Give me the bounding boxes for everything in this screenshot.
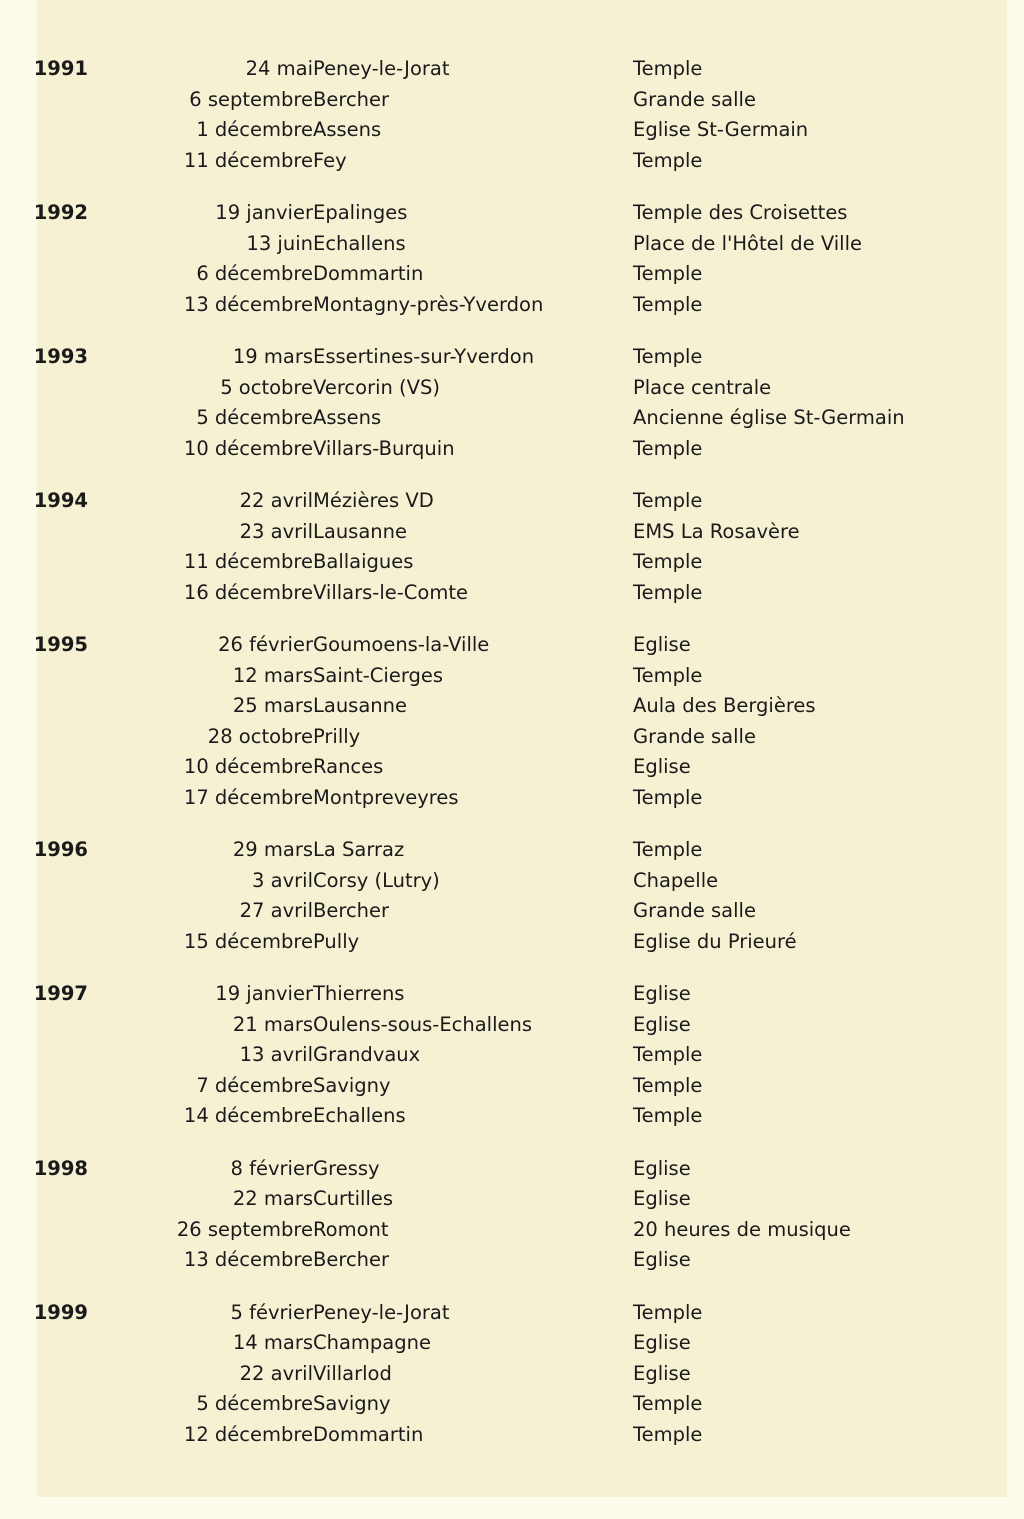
table-row [0,403,1024,434]
concert-date: 17 décembre [183,785,313,809]
concert-date: 5 décembre [196,1392,313,1415]
concert-venue: Temple [633,1422,703,1446]
year-group [0,1298,1024,1451]
concert-date: 13 juin [246,231,313,255]
concert-date: 24 mai [245,57,313,80]
year-group [0,486,1024,608]
table-row [0,630,1024,661]
concert-venue: EMS La Rosavère [633,519,800,543]
concert-date: 5 décembre [196,406,313,429]
year-group [0,835,1024,957]
year-group [0,630,1024,813]
concert-venue: Aula des Bergières [633,694,816,717]
concert-date: 21 mars [232,1012,313,1036]
concert-venue: Temple [633,663,703,687]
concert-venue: Temple [633,436,703,460]
table-row [0,783,1024,814]
concert-date: 22 mars [232,1187,313,1210]
concert-venue: Grande salle [633,724,756,748]
concert-venue: Eglise [633,1248,691,1271]
concert-place: Ballaigues [313,550,414,573]
concert-place: Assens [313,406,382,429]
concert-place: Romont [313,1217,389,1241]
concert-date: 3 avril [252,868,313,892]
concert-place: Gressy [313,1156,380,1180]
concert-venue: Eglise [633,1361,691,1385]
table-row [0,517,1024,548]
year-label: 1998 [33,1156,88,1180]
concert-date: 13 décembre [183,292,313,316]
concert-place: Assens [313,118,382,141]
concert-place: Epalinges [313,201,408,224]
table-row [0,547,1024,578]
concert-venue: Eglise [633,1156,691,1180]
table-row [0,835,1024,866]
concert-place: Vercorin (VS) [313,375,440,399]
year-label: 1991 [33,57,88,80]
concert-venue: Temple [633,1073,703,1097]
table-row [0,578,1024,609]
table-row [0,486,1024,517]
concert-venue: Temple [633,838,703,861]
year-label: 1993 [33,345,88,368]
concert-venue: Temple [633,148,703,172]
concert-date: 27 avril [239,899,313,922]
table-row [0,290,1024,321]
concert-place: Curtilles [313,1187,394,1210]
concert-venue: Temple [633,1043,703,1066]
table-row [0,752,1024,783]
concert-venue: Temple [633,1300,703,1324]
concert-place: Villars-le-Comte [313,580,468,604]
table-row [0,896,1024,927]
concert-venue: Ancienne église St-Germain [633,406,905,429]
concert-venue: Eglise [633,1331,691,1354]
year-label: 1999 [33,1300,88,1324]
concert-date: 5 février [230,1300,313,1324]
concert-venue: Temple [633,1104,703,1127]
table-row [0,1245,1024,1276]
table-row [0,229,1024,260]
table-row [0,866,1024,897]
table-row [0,1071,1024,1102]
table-row [0,1010,1024,1041]
concert-date: 1 décembre [196,118,313,141]
concert-date: 11 décembre [183,550,313,573]
concert-date: 19 janvier [215,201,313,224]
concert-venue: Temple [633,345,703,368]
concert-venue: Grande salle [633,899,756,922]
table-row [0,1420,1024,1451]
concert-place: Bercher [313,1248,390,1271]
year-label: 1995 [33,633,88,656]
concert-place: Bercher [313,87,390,111]
table-row [0,259,1024,290]
table-row [0,927,1024,958]
concert-place: Grandvaux [313,1043,421,1066]
concert-place: Savigny [313,1392,391,1415]
table-row [0,979,1024,1010]
concert-date: 23 avril [239,519,313,543]
table-row [0,1328,1024,1359]
concert-place: Peney-le-Jorat [313,57,450,80]
concert-date: 11 décembre [183,148,313,172]
concert-place: Prilly [313,724,361,748]
concert-venue: Temple [633,292,703,316]
concert-date: 10 décembre [183,755,313,778]
concert-date: 29 mars [232,838,313,861]
concert-date: 6 décembre [196,262,313,285]
concert-date: 28 octobre [207,724,313,748]
concert-venue: Temple des Croisettes [633,201,848,224]
concert-place: Thierrens [313,982,405,1005]
concert-place: Montagny-près-Yverdon [313,292,544,316]
concert-place: Corsy (Lutry) [313,868,440,892]
concert-date: 26 septembre [176,1217,313,1241]
concert-venue: Temple [633,550,703,573]
concert-place: Savigny [313,1073,391,1097]
concert-venue: Place centrale [633,375,772,399]
concert-place: Peney-le-Jorat [313,1300,450,1324]
concert-date: 26 février [218,633,313,656]
concert-date: 13 décembre [183,1248,313,1271]
concert-place: Champagne [313,1331,431,1354]
concert-venue: Temple [633,580,703,604]
table-row [0,1184,1024,1215]
concert-date: 14 mars [232,1331,313,1354]
year-label: 1996 [33,838,88,861]
table-row [0,198,1024,229]
concert-venue: Place de l'Hôtel de Ville [633,231,862,255]
table-row [0,1040,1024,1071]
table-row [0,1298,1024,1329]
concert-venue: Temple [633,785,703,809]
concert-place: Echallens [313,231,406,255]
concert-date: 12 mars [232,663,313,687]
concert-place: La Sarraz [313,838,405,861]
concert-venue: Eglise [633,755,691,778]
concert-date: 16 décembre [183,580,313,604]
concert-date: 13 avril [239,1043,313,1066]
concert-date: 6 septembre [189,87,313,111]
concert-venue: Eglise [633,1187,691,1210]
table-row [0,373,1024,404]
concert-venue: Eglise du Prieuré [633,929,797,953]
concert-place: Goumoens-la-Ville [313,633,490,656]
year-label: 1992 [33,201,88,224]
table-row [0,342,1024,373]
concert-place: Bercher [313,899,390,922]
concert-venue: Eglise [633,633,691,656]
table-row [0,1389,1024,1420]
concert-date: 22 avril [239,489,313,512]
table-row [0,1154,1024,1185]
concert-place: Dommartin [313,262,424,285]
concert-place: Essertines-sur-Yverdon [313,345,535,368]
table-row [0,1101,1024,1132]
concert-place: Pully [313,929,360,953]
year-group [0,1154,1024,1276]
concert-venue: Grande salle [633,87,756,111]
concert-venue: 20 heures de musique [633,1217,851,1241]
concert-venue: Temple [633,1392,703,1415]
concert-venue: Temple [633,57,703,80]
concert-venue: Eglise [633,1012,691,1036]
concert-place: Oulens-sous-Echallens [313,1012,533,1036]
concert-date: 22 avril [239,1361,313,1385]
concert-date: 7 décembre [196,1073,313,1097]
table-row [0,85,1024,116]
page-bottom-margin [0,1497,1024,1519]
year-label: 1994 [33,489,88,512]
concert-venue: Temple [633,489,703,512]
concert-date: 14 décembre [183,1104,313,1127]
year-group [0,198,1024,320]
year-label: 1997 [33,982,88,1005]
concert-venue: Eglise [633,982,691,1005]
table-row [0,1359,1024,1390]
table-row [0,661,1024,692]
concert-venue: Temple [633,262,703,285]
concert-venue: Eglise St-Germain [633,118,809,141]
table-row [0,434,1024,465]
concert-place: Lausanne [313,519,407,543]
concert-date: 8 février [230,1156,313,1180]
concert-date: 15 décembre [183,929,313,953]
table-row [0,146,1024,177]
table-row [0,1215,1024,1246]
concert-place: Villars-Burquin [313,436,455,460]
table-row [0,115,1024,146]
concert-place: Mézières VD [313,489,434,512]
table-row [0,722,1024,753]
concert-place: Fey [313,148,347,172]
concert-place: Dommartin [313,1422,424,1446]
concert-place: Rances [313,755,384,778]
concert-place: Montpreveyres [313,785,459,809]
table-row [0,691,1024,722]
concert-place: Lausanne [313,694,407,717]
concert-date: 25 mars [232,694,313,717]
table-row [0,54,1024,85]
concert-place: Echallens [313,1104,406,1127]
year-group [0,979,1024,1132]
concert-venue: Chapelle [633,868,719,892]
concert-date: 5 octobre [220,375,313,399]
concert-date: 12 décembre [183,1422,313,1446]
concert-date: 19 janvier [215,982,313,1005]
concert-date: 19 mars [232,345,313,368]
concert-place: Villarlod [313,1361,392,1385]
year-group [0,342,1024,464]
concert-date: 10 décembre [183,436,313,460]
concert-place: Saint-Cierges [313,663,444,687]
year-group [0,54,1024,176]
